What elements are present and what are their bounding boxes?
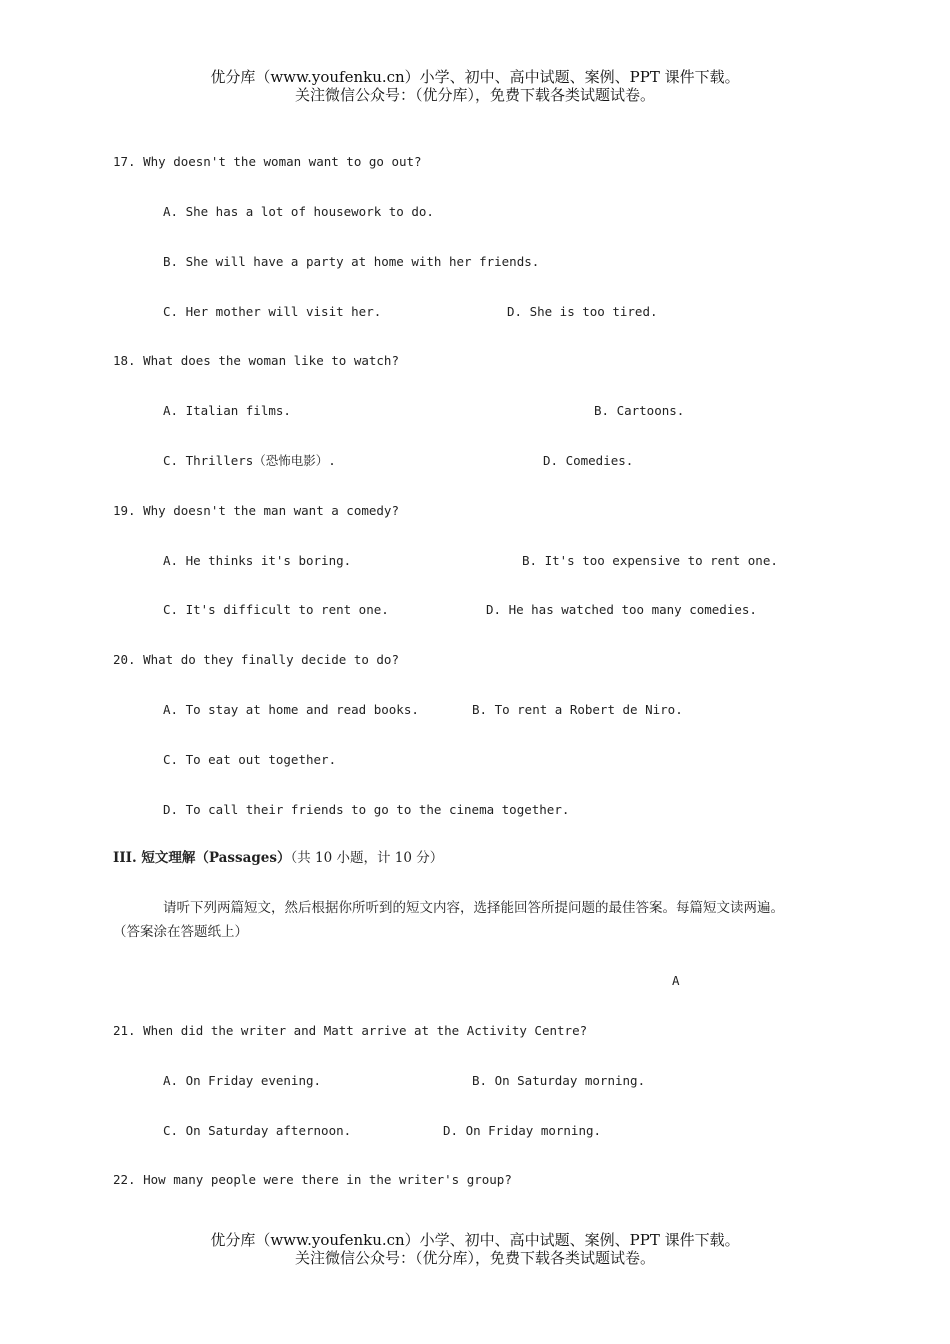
q21-option-c: C. On Saturday afternoon. bbox=[163, 1123, 352, 1138]
q17-option-a: A. She has a lot of housework to do. bbox=[163, 204, 434, 219]
q21-option-d: D. On Friday morning. bbox=[443, 1123, 602, 1138]
q17-option-b: B. She will have a party at home with her friends. bbox=[163, 254, 540, 269]
question-17: 17. Why doesn't the woman want to go out? bbox=[113, 154, 422, 169]
q20-option-b: B. To rent a Robert de Niro. bbox=[472, 702, 683, 717]
q18-option-b: B. Cartoons. bbox=[594, 403, 685, 418]
q17-option-c: C. Her mother will visit her. bbox=[163, 304, 382, 319]
question-18: 18. What does the woman like to watch? bbox=[113, 353, 399, 368]
header-line-2: 关注微信公众号：（优分库），免费下载各类试题试卷。 bbox=[294, 86, 655, 104]
section-score: （共 10 小题，计 10 分） bbox=[290, 850, 444, 866]
q21-option-a: A. On Friday evening. bbox=[163, 1073, 322, 1088]
footer-line-1: 优分库（www.youfenku.cn）小学、初中、高中试题、案例、PPT 课件下载。 bbox=[210, 1231, 740, 1249]
question-20: 20. What do they finally decide to do? bbox=[113, 652, 399, 667]
q19-option-d: D. He has watched too many comedies. bbox=[486, 602, 757, 617]
question-22: 22. How many people were there in the writer's group? bbox=[113, 1172, 512, 1187]
q18-option-d: D. Comedies. bbox=[543, 453, 634, 468]
header-line-1: 优分库（www.youfenku.cn）小学、初中、高中试题、案例、PPT 课件下载。 bbox=[210, 68, 740, 86]
q21-option-b: B. On Saturday morning. bbox=[472, 1073, 646, 1088]
q19-option-b: B. It's too expensive to rent one. bbox=[522, 553, 778, 568]
q19-option-c: C. It's difficult to rent one. bbox=[163, 602, 389, 617]
section-title: III. 短文理解（Passages） bbox=[113, 850, 291, 866]
q20-option-d: D. To call their friends to go to the cinema together. bbox=[163, 802, 570, 817]
q18-option-a: A. Italian films. bbox=[163, 403, 291, 418]
q20-option-a: A. To stay at home and read books. bbox=[163, 702, 419, 717]
page-footer bbox=[0, 1231, 950, 1267]
q17-option-d: D. She is too tired. bbox=[507, 304, 658, 319]
section-heading bbox=[113, 848, 443, 868]
page-header bbox=[0, 68, 950, 104]
question-21: 21. When did the writer and Matt arrive at the Activity Centre? bbox=[113, 1023, 588, 1038]
passage-label: A bbox=[672, 973, 680, 988]
section-instruction-line-2: （答案涂在答题纸上） bbox=[113, 924, 248, 940]
section-instruction-line-1: 请听下列两篇短文，然后根据你所听到的短文内容，选择能回答所提问题的最佳答案。每篇短文读两遍。 bbox=[163, 900, 784, 916]
q19-option-a: A. He thinks it's boring. bbox=[163, 553, 352, 568]
question-19: 19. Why doesn't the man want a comedy? bbox=[113, 503, 399, 518]
q18-option-c: C. Thrillers（恐怖电影）. bbox=[163, 453, 336, 468]
q20-option-c: C. To eat out together. bbox=[163, 752, 337, 767]
footer-line-2: 关注微信公众号：（优分库），免费下载各类试题试卷。 bbox=[294, 1249, 655, 1267]
